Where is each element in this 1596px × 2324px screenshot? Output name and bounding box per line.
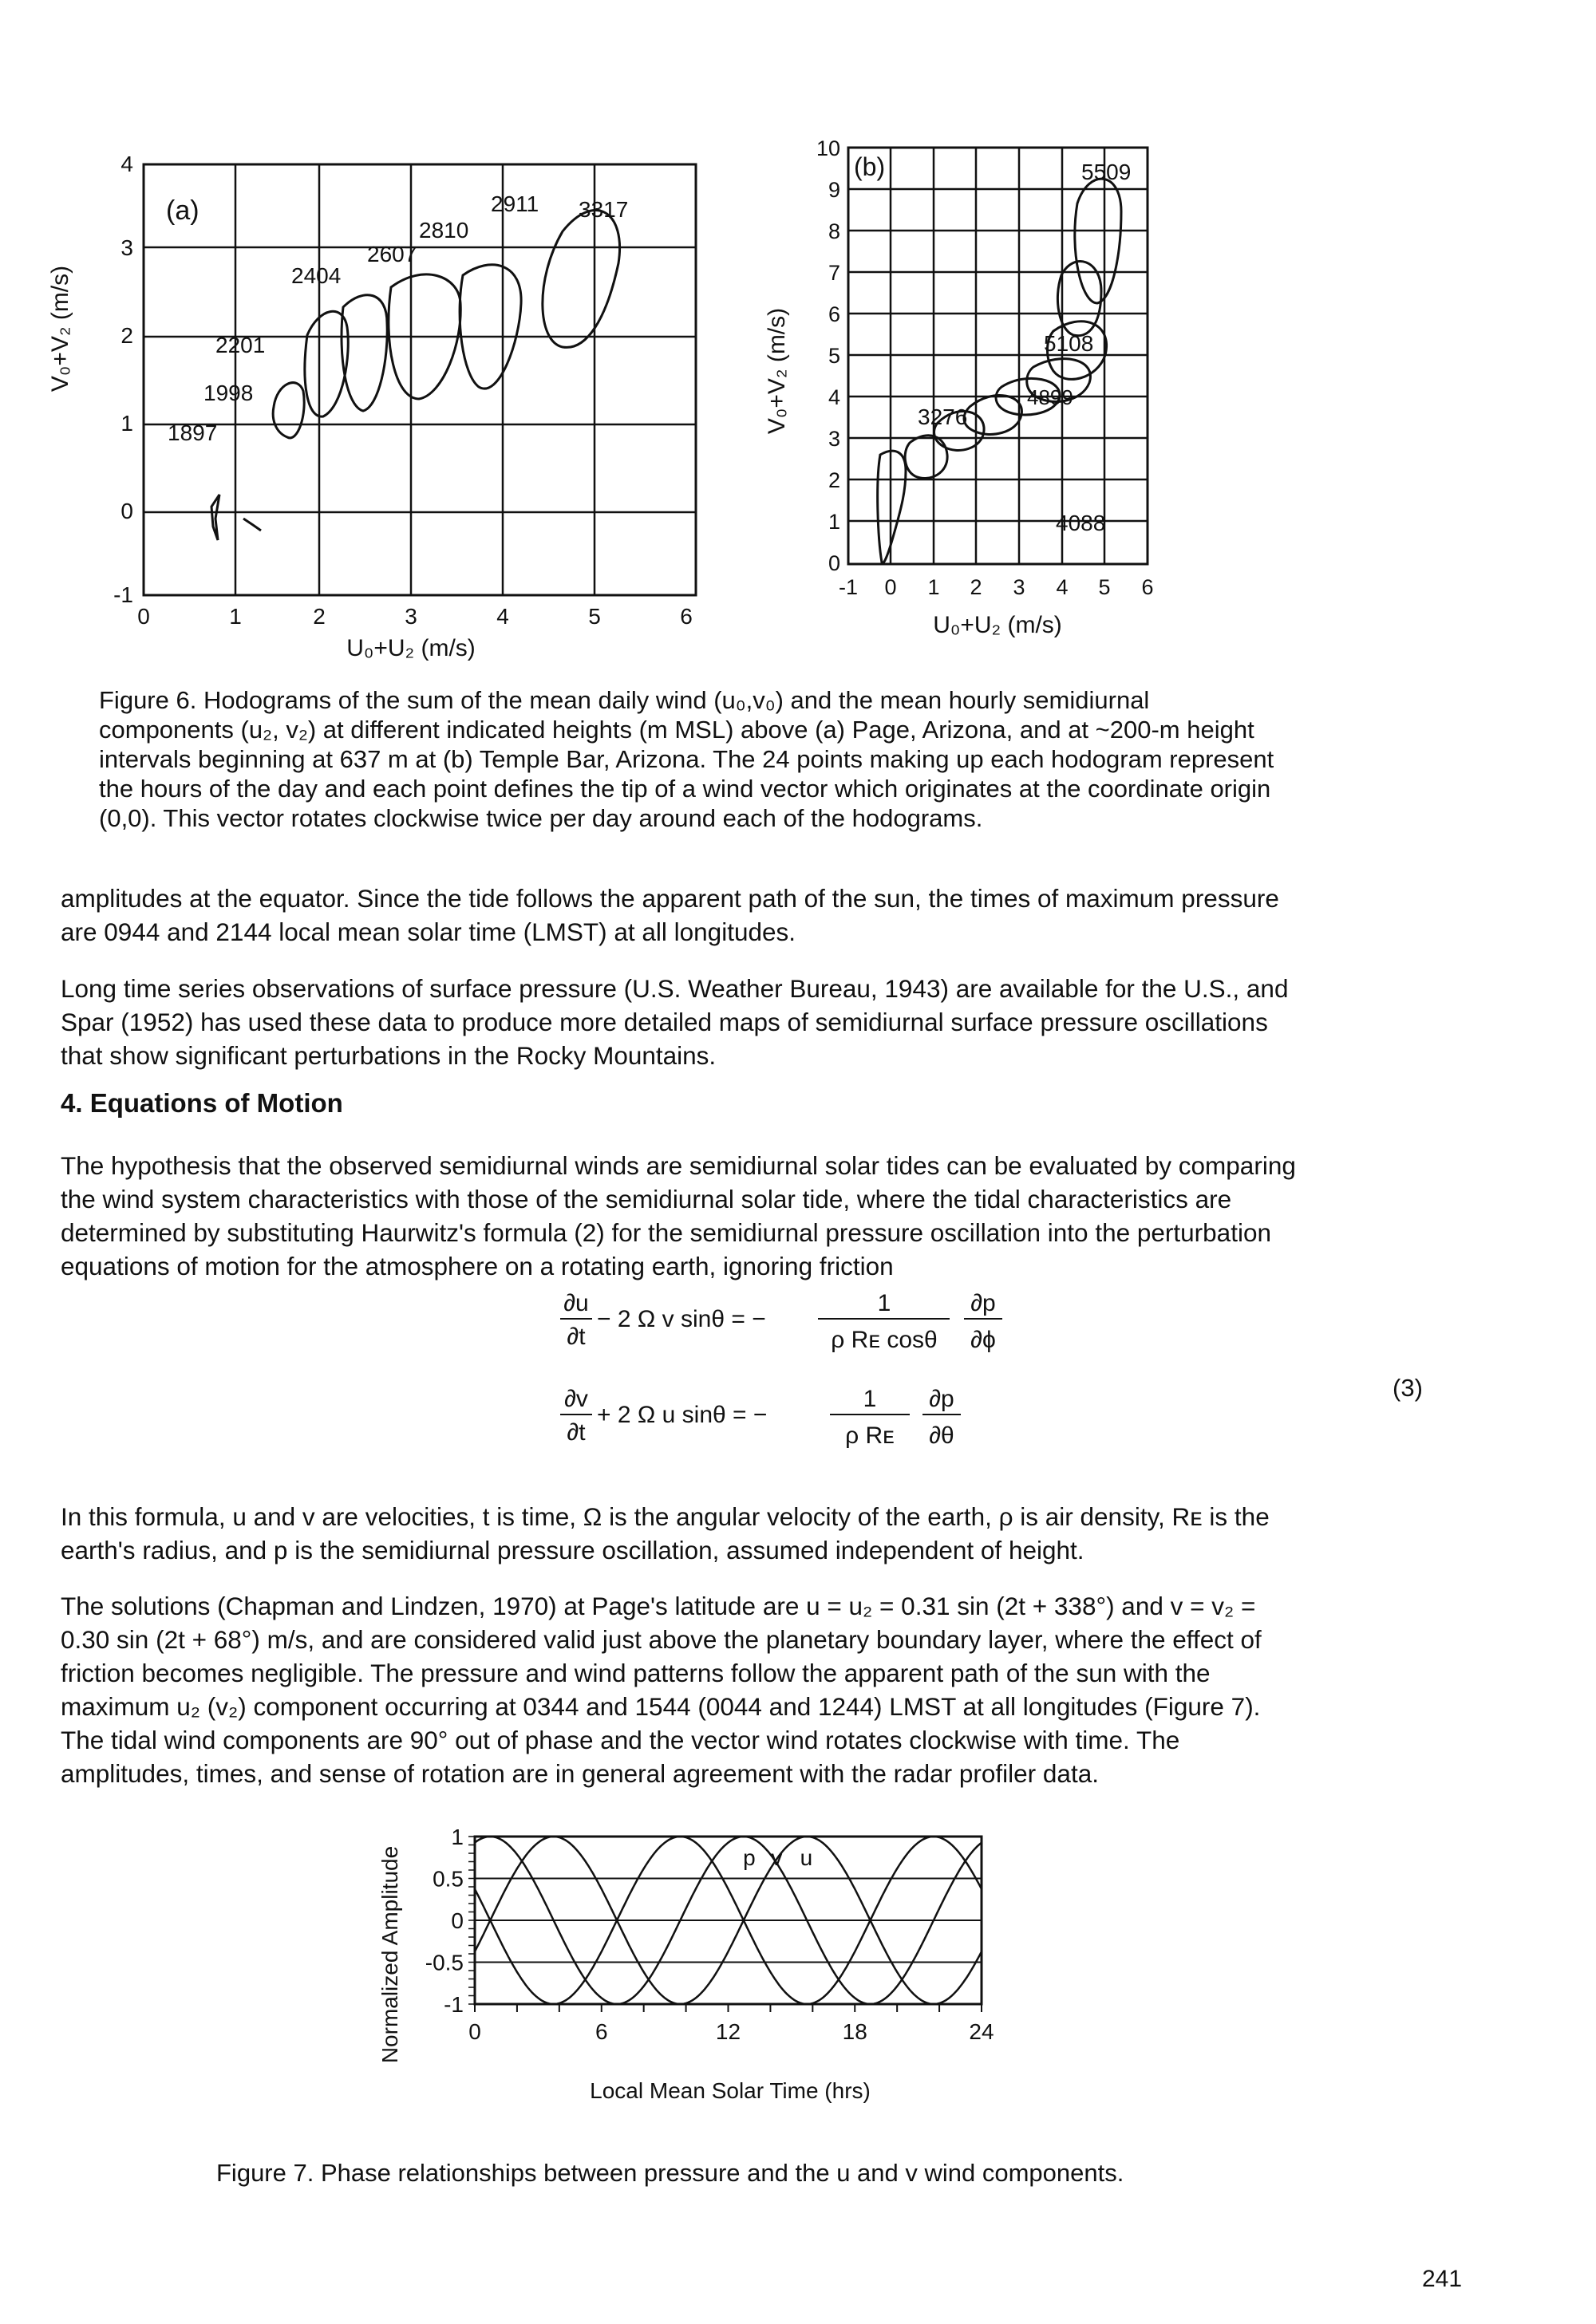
height-label-4088: 4088 <box>1056 511 1106 535</box>
eq1-f2-num: ∂p <box>970 1290 996 1316</box>
hodogram-2911 <box>460 265 521 389</box>
panel-b-ytick: 2 <box>828 468 840 492</box>
eq2-mid: + 2 Ω u sinθ = − <box>597 1402 768 1428</box>
figure7-xtick-label: 0 <box>468 2019 481 2044</box>
paragraph-line: The tidal wind components are 90° out of phase and the vector wind rotates clockwise with time. The <box>61 1726 1180 1754</box>
equation-number: (3) <box>1393 1374 1423 1402</box>
paragraph-line: Spar (1952) has used these data to produce more detailed maps of semidiurnal surface pressure oscillations <box>61 1008 1268 1036</box>
panel-b-xtick: -1 <box>838 575 859 599</box>
height-label-2810: 2810 <box>419 218 469 243</box>
paragraph-line: In this formula, u and v are velocities, t is time, Ω is the angular velocity of the earth, ρ is air density, Rᴇ is the <box>61 1502 1270 1531</box>
paragraph-line: 0.30 sin (2t + 68°) m/s, and are considered valid just above the planetary boundary layer, where the effect of <box>61 1625 1262 1654</box>
paragraph-1 <box>61 882 1473 949</box>
panel-b-ytick: 9 <box>828 178 840 202</box>
figure6-caption-line: intervals beginning at 637 m at (b) Temple Bar, Arizona. The 24 points making up each hodogram represent <box>99 745 1274 773</box>
paragraph-2 <box>61 972 1473 1072</box>
figure6-caption-line: components (u₂, v₂) at different indicated heights (m MSL) above (a) Page, Arizona, and at ~200-m height <box>99 716 1254 744</box>
figure7-legend-u: u <box>800 1845 813 1870</box>
figure6-caption-line: Figure 6. Hodograms of the sum of the mean daily wind (u₀,v₀) and the mean hourly semidiurnal <box>99 686 1150 714</box>
figure7-xtick-label: 12 <box>715 2019 741 2044</box>
panel-b-ytick: 10 <box>816 136 840 160</box>
panel-b-xtick: 0 <box>884 575 897 599</box>
figure7-ytick-label: 0.5 <box>433 1866 464 1892</box>
figure7-chart <box>375 1819 1013 2106</box>
eq1-lhs-den: ∂t <box>567 1324 586 1350</box>
paragraph-line: the wind system characteristics with those of the semidiurnal solar tide, where the tidal characteristics are <box>61 1185 1232 1213</box>
paragraph-line: equations of motion for the atmosphere on a rotating earth, ignoring friction <box>61 1252 894 1280</box>
hodogram-5509 <box>1075 179 1121 303</box>
paragraph-line: amplitudes at the equator. Since the tide follows the apparent path of the sun, the times of maximum pressure <box>61 884 1279 913</box>
figure7-xtick-label: 24 <box>969 2019 994 2044</box>
paragraph-line: earth's radius, and p is the semidiurnal pressure oscillation, assumed independent of height. <box>61 1536 1084 1564</box>
paragraph-4 <box>61 1500 1473 1567</box>
eq2-f2-num: ∂p <box>929 1386 954 1412</box>
height-label-2911: 2911 <box>491 191 539 216</box>
panel-b-ytick: 1 <box>828 510 840 534</box>
paragraph-line: are 0944 and 2144 local mean solar time (LMST) at all longitudes. <box>61 917 796 946</box>
paragraph-line: that show significant perturbations in the Rocky Mountains. <box>61 1041 717 1070</box>
height-label-5108: 5108 <box>1044 331 1094 356</box>
panel-a-xtick: 6 <box>680 604 693 629</box>
page-number: 241 <box>1422 2266 1463 2292</box>
paragraph-line: amplitudes, times, and sense of rotation are in general agreement with the radar profiler data. <box>61 1759 1099 1788</box>
height-label-2607: 2607 <box>367 242 417 266</box>
paragraph-line: maximum u₂ (v₂) component occurring at 0344 and 1544 (0044 and 1244) LMST at all longitudes (Figure 7). <box>61 1692 1261 1721</box>
panel-b-xtick: 2 <box>970 575 982 599</box>
panel-a-xtick: 2 <box>313 604 326 629</box>
figure7-ytick-label: -1 <box>444 1992 464 2017</box>
height-label-1998: 1998 <box>203 381 254 405</box>
panel-b-ytick: 8 <box>828 219 840 243</box>
panel-b-xtick: 3 <box>1013 575 1025 599</box>
paragraph-line: friction becomes negligible. The pressure and wind patterns follow the apparent path of the sun with the <box>61 1659 1211 1687</box>
height-label-4899: 4899 <box>1027 385 1073 409</box>
eq1-f1-den: ρ Rᴇ cosθ <box>831 1327 938 1353</box>
panel-a-ytick: 4 <box>120 152 133 176</box>
panel-a-ytick: 0 <box>120 499 133 523</box>
hodogram-1897 <box>211 495 219 540</box>
panel-a-ylabel: V₀+V₂ (m/s) <box>47 265 73 393</box>
figure7-xtick-label: 18 <box>842 2019 867 2044</box>
panel-a-ytick: 3 <box>120 235 133 260</box>
figure7-legend-v: v <box>771 1845 783 1870</box>
figure6-panel-a <box>44 144 706 662</box>
figure7-ytick-label: 1 <box>451 1825 464 1849</box>
hodogram-3276 <box>905 436 947 479</box>
hodogram-3317 <box>543 211 620 348</box>
panel-b-ytick: 5 <box>828 344 840 368</box>
paragraph-line: The solutions (Chapman and Lindzen, 1970) at Page's latitude are u = u₂ = 0.31 sin (2t + 338°) and v = v₂ = <box>61 1592 1256 1620</box>
panel-b-xtick: 6 <box>1141 575 1154 599</box>
panel-a-ytick: 2 <box>120 323 133 348</box>
figure7-ytick-label: -0.5 <box>425 1950 464 1975</box>
height-label-3317: 3317 <box>579 197 629 222</box>
panel-b-ytick: 3 <box>828 427 840 451</box>
hodogram-mid-2 <box>964 396 1021 435</box>
figure6-caption-line: (0,0). This vector rotates clockwise twice per day around each of the hodograms. <box>99 804 983 832</box>
eq2-f1-den: ρ Rᴇ <box>845 1422 895 1449</box>
panel-b-label: (b) <box>854 152 886 181</box>
figure7-xlabel: Local Mean Solar Time (hrs) <box>590 2078 871 2103</box>
panel-b-xlabel: U₀+U₂ (m/s) <box>933 612 1062 638</box>
figure6-caption-line: the hours of the day and each point defines the tip of a wind vector which originates at the coordinate origin <box>99 775 1271 803</box>
panel-b-xtick: 5 <box>1098 575 1111 599</box>
figure7-caption: Figure 7. Phase relationships between pressure and the u and v wind components. <box>216 2159 1124 2187</box>
panel-a-xtick: 5 <box>588 604 601 629</box>
height-label-2404: 2404 <box>291 263 342 288</box>
panel-a-ytick: -1 <box>113 582 133 607</box>
paragraph-line: determined by substituting Haurwitz's formula (2) for the semidiurnal pressure oscillation into the perturbation <box>61 1218 1271 1247</box>
panel-a-label: (a) <box>166 195 200 226</box>
panel-b-ytick: 4 <box>828 385 840 409</box>
panel-b-xtick: 4 <box>1056 575 1069 599</box>
panel-b-ylabel: V₀+V₂ (m/s) <box>764 307 790 435</box>
eq2-lhs-den: ∂t <box>567 1419 586 1446</box>
panel-a-xtick: 3 <box>405 604 417 629</box>
hodogram-4088 <box>878 451 906 563</box>
figure7-ytick-label: 0 <box>451 1908 464 1933</box>
figure7-xtick-label: 6 <box>595 2019 608 2044</box>
eq2-lhs-num: ∂v <box>564 1386 588 1412</box>
figure6-panel-b <box>746 132 1193 650</box>
panel-b-ytick: 7 <box>828 261 840 285</box>
height-label-1897: 1897 <box>168 420 218 445</box>
height-label-2201: 2201 <box>215 333 266 357</box>
equation-3 <box>559 1265 1005 1472</box>
panel-b-ytick: 0 <box>828 551 840 575</box>
figure7-ylabel: Normalized Amplitude <box>377 1845 402 2064</box>
eq1-f1-num: 1 <box>877 1290 891 1316</box>
paragraph-5 <box>61 1589 1473 1790</box>
panel-b-xtick: 1 <box>927 575 940 599</box>
paragraph-3 <box>61 1149 1473 1283</box>
panel-a-xtick: 4 <box>496 604 509 629</box>
paragraph-line: The hypothesis that the observed semidiurnal winds are semidiurnal solar tides can be evaluated by comparing <box>61 1151 1296 1180</box>
figure7-legend-p: p <box>743 1845 756 1870</box>
eq1-mid: − 2 Ω v sinθ = − <box>597 1306 766 1332</box>
section-heading: 4. Equations of Motion <box>61 1088 343 1118</box>
panel-a-xtick: 1 <box>229 604 242 629</box>
panel-a-xtick: 0 <box>137 604 150 629</box>
eq1-f2-den: ∂ϕ <box>970 1327 996 1353</box>
height-label-3276: 3276 <box>918 404 968 429</box>
eq2-f2-den: ∂θ <box>929 1422 954 1449</box>
figure6-caption <box>99 685 1503 833</box>
panel-a-ytick: 1 <box>120 411 133 436</box>
hodogram-2201 <box>273 383 304 438</box>
paragraph-line: Long time series observations of surface pressure (U.S. Weather Bureau, 1943) are available for the U.S., and <box>61 974 1289 1003</box>
eq2-f1-num: 1 <box>863 1386 877 1412</box>
eq1-lhs-num: ∂u <box>563 1290 589 1316</box>
height-label-5509: 5509 <box>1081 160 1132 184</box>
hodogram-1998 <box>243 519 261 531</box>
panel-b-ytick: 6 <box>828 302 840 326</box>
panel-a-xlabel: U₀+U₂ (m/s) <box>346 635 476 661</box>
